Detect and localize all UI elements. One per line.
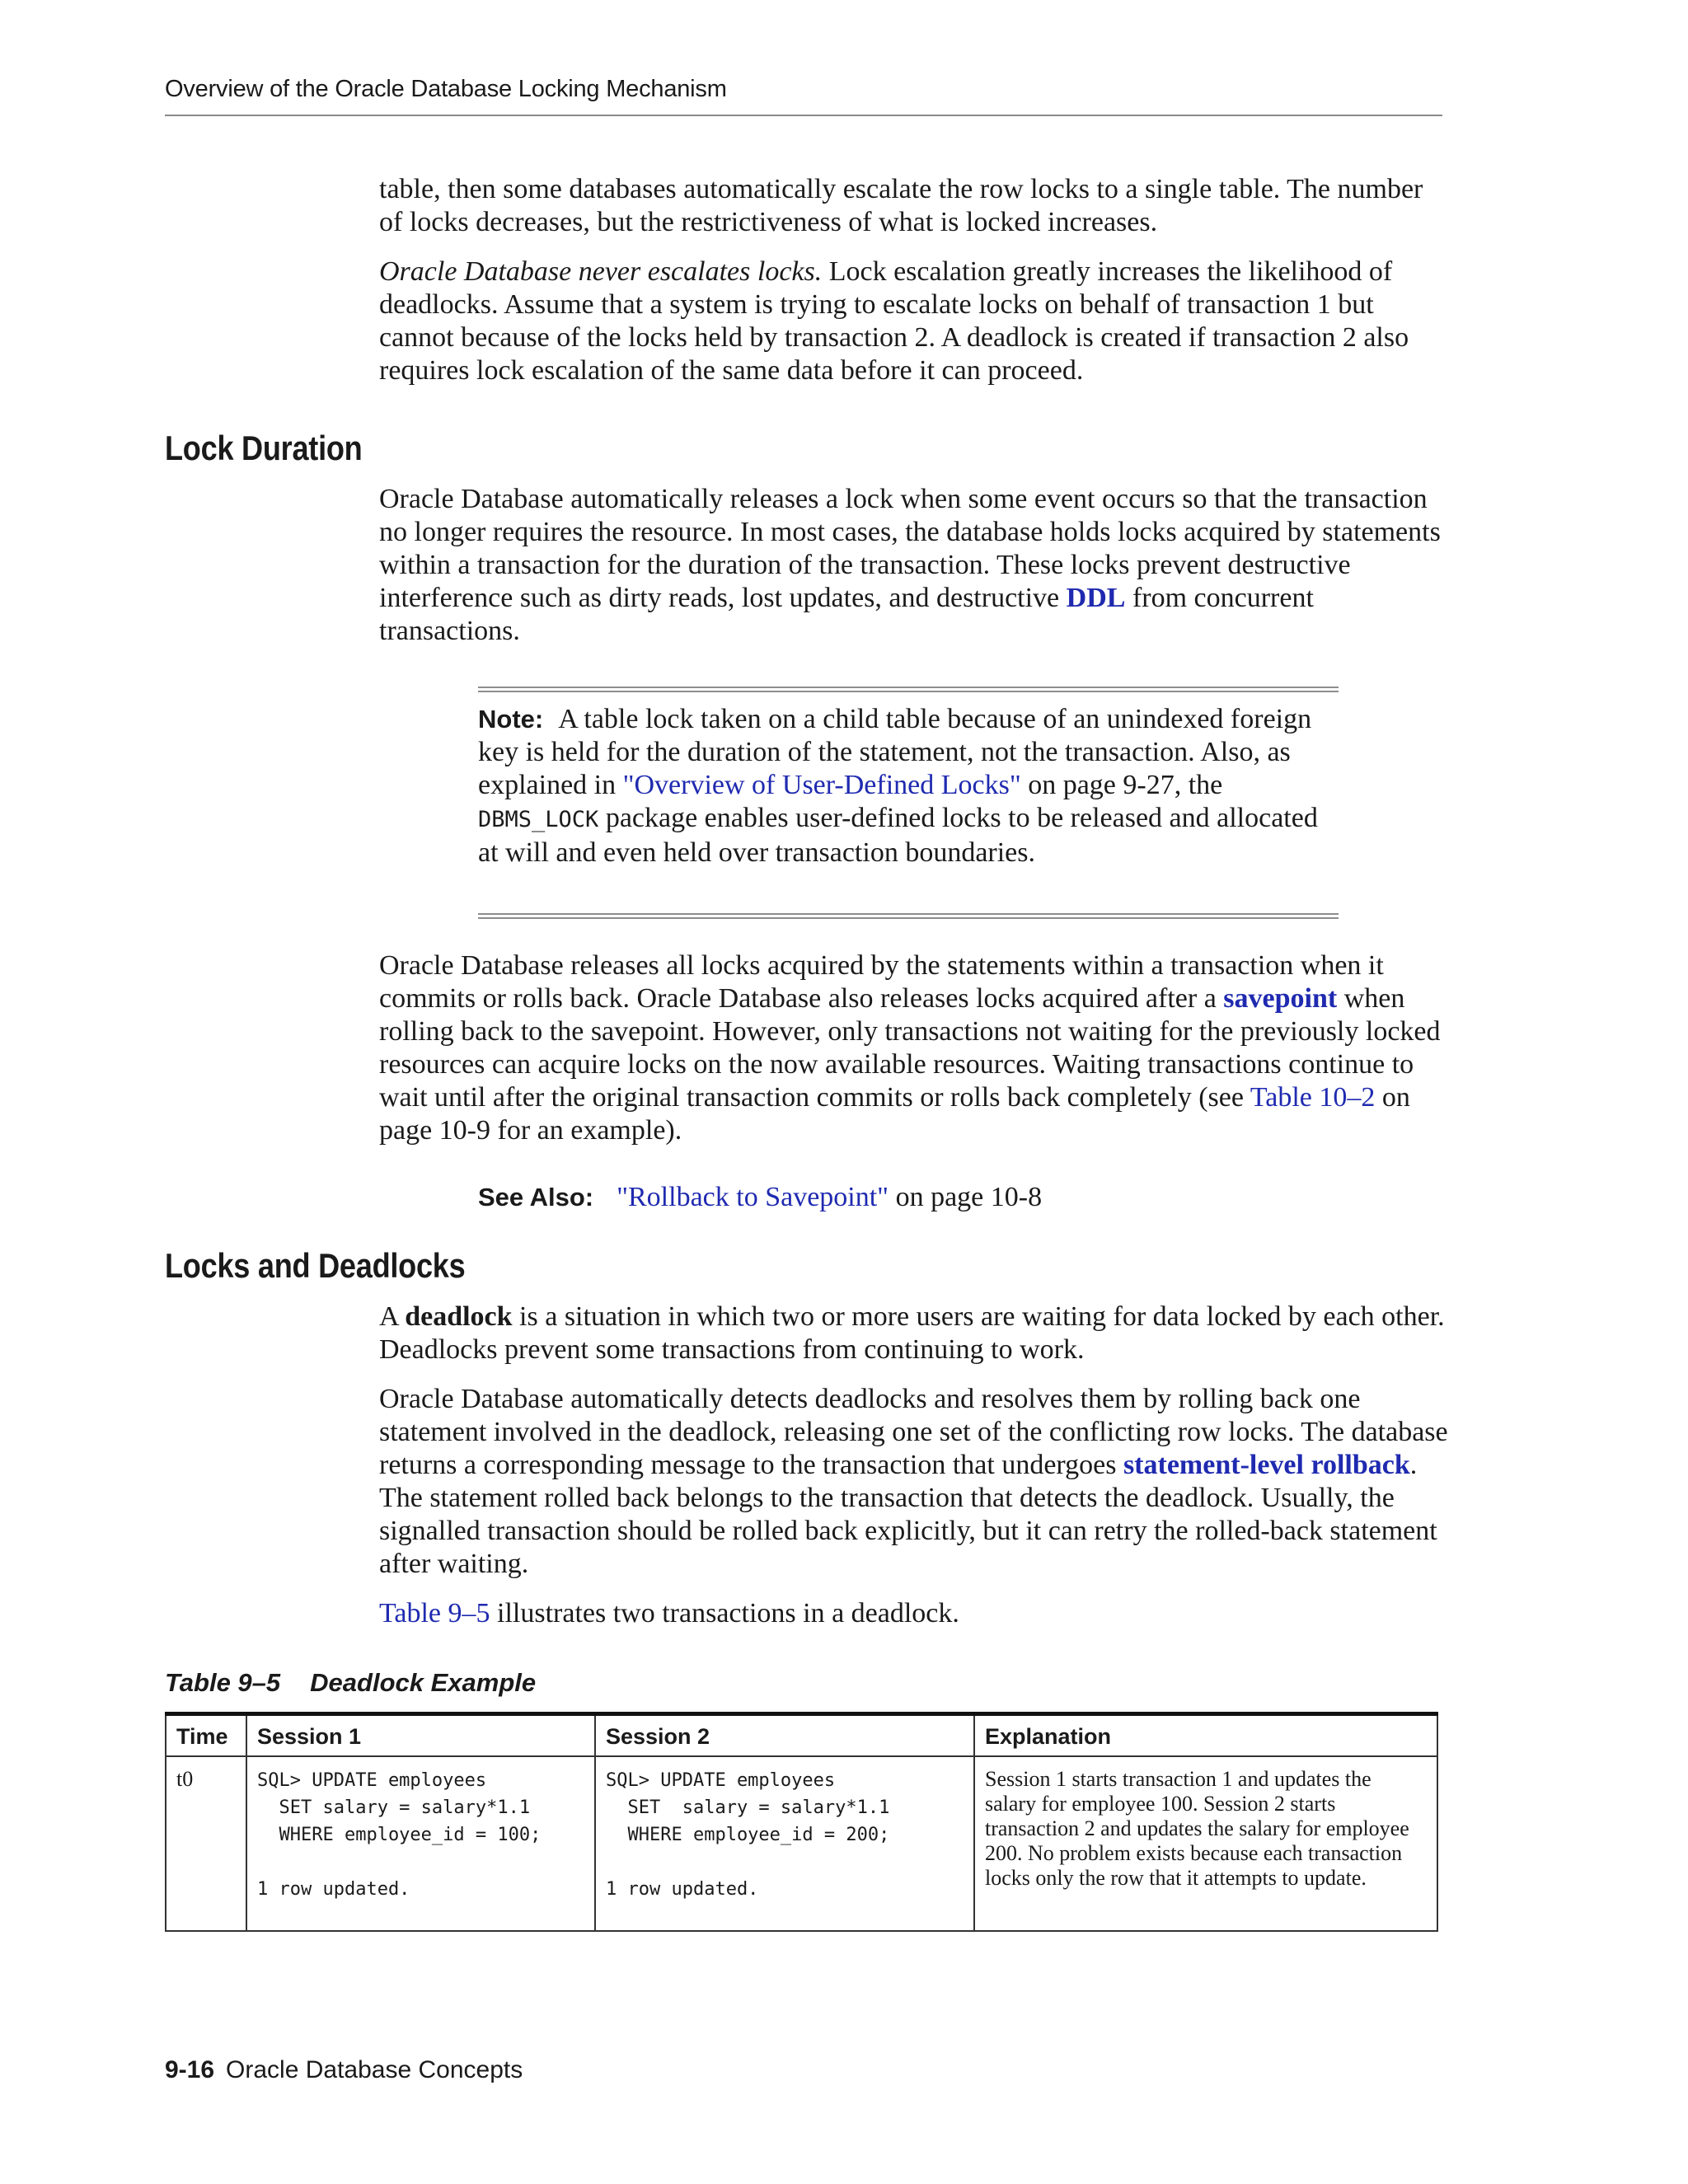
deadlocks-paragraph-3: Table 9–5 illustrates two transactions in a deadlock. <box>379 1598 959 1629</box>
see-also-label: See Also: <box>478 1183 594 1212</box>
user-defined-locks-link[interactable]: "Overview of User-Defined Locks" <box>622 770 1021 800</box>
running-header: Overview of the Oracle Database Locking Mechanism <box>165 76 727 102</box>
deadlock-example-table <box>165 1712 1438 1932</box>
statement-level-rollback-link[interactable]: statement-level rollback <box>1123 1450 1410 1480</box>
page-footer <box>165 2056 523 2084</box>
locks-and-deadlocks-heading: Locks and Deadlocks <box>165 1246 466 1285</box>
table-caption <box>165 1668 536 1698</box>
no-escalation-emphasis: Oracle Database never escalates locks. <box>379 256 823 287</box>
intro-paragraph-1: table, then some databases automatically escalate the row locks to a single table. The number of locks decreases, but the restrictiveness of what is locked increases. <box>379 174 1423 237</box>
lock-duration-heading: Lock Duration <box>165 429 363 467</box>
deadlocks-paragraph-1: A deadlock is a situation in which two or more users are waiting for data locked by each other. Deadlocks prevent some transactions from continuing to work. <box>379 1301 1445 1365</box>
table-caption-title: Deadlock Example <box>310 1668 537 1697</box>
table-10-2-link[interactable]: Table 10–2 <box>1250 1082 1376 1113</box>
table-9-5-link[interactable]: Table 9–5 <box>379 1598 490 1629</box>
column-header-explanation: Explanation <box>974 1714 1437 1757</box>
column-header-session-1: Session 1 <box>246 1714 595 1757</box>
deadlock-term: deadlock <box>405 1301 513 1332</box>
note-text: Note: A table lock taken on a child table because of an unindexed foreign key is held for the duration of the statement, not the transaction. Also, as explained in "Overview of User-Defined Locks" on page 9-27, the DBMS_LOCK package enables user-defined locks to be released and allocated at will and even held over transaction boundaries. <box>478 704 1318 868</box>
intro-paragraph-2: Oracle Database never escalates locks. Lock escalation greatly increases the likelihood of deadlocks. Assume that a system is trying to escalate locks on behalf of transaction 1 but cannot because of the locks held by transaction 2. A deadlock is created if transaction 2 also requires lock escalation of the same data before it can proceed. <box>379 256 1409 386</box>
lock-duration-paragraph-2: Oracle Database releases all locks acquired by the statements within a transaction when it commits or rolls back. Oracle Database also releases locks acquired after a savepoint when rolling back to the savepoint. However, only transactions not waiting for the previously locked resources can acquire locks on the now available resources. Waiting transactions continue to wait until after the original transaction commits or rolls back completely (see Table 10–2 on page 10-9 for an example). <box>379 950 1441 1146</box>
note-label: Note: <box>478 705 544 733</box>
header-rule <box>165 115 1442 116</box>
session-2-cell <box>595 1756 974 1931</box>
column-header-time: Time <box>166 1714 246 1757</box>
footer-page-number: 9-16 <box>165 2056 215 2083</box>
deadlocks-section <box>379 1301 1451 1630</box>
deadlocks-paragraph-2: Oracle Database automatically detects deadlocks and resolves them by rolling back one statement involved in the deadlock, releasing one set of the conflicting row locks. The database returns a corresponding message to the transaction that undergoes statement-level rollback. The statement rolled back belongs to the transaction that detects the deadlock. Usually, the signalled transaction should be rolled back explicitly, but it can retry the rolled-back statement after waiting. <box>379 1384 1448 1579</box>
savepoint-term-link[interactable]: savepoint <box>1223 983 1338 1014</box>
session-1-cell <box>246 1756 595 1931</box>
ddl-term-link[interactable]: DDL <box>1066 583 1126 613</box>
time-cell: t0 <box>166 1756 246 1931</box>
session-2-code: SQL> UPDATE employees SET salary = salary*1.1 WHERE employee_id = 200; 1 row updated. <box>606 1770 890 1900</box>
table-row <box>166 1756 1437 1931</box>
lock-duration-paragraph-1: Oracle Database automatically releases a lock when some event occurs so that the transaction no longer requires the resource. In most cases, the database holds locks acquired by statements within a transaction for the duration of the transaction. These locks prevent destructive interference such as dirty reads, lost updates, and destructive DDL from concurrent transactions. <box>379 484 1441 646</box>
see-also-note: See Also: "Rollback to Savepoint" on page 10-8 <box>478 1182 1043 1212</box>
footer-book-title: Oracle Database Concepts <box>226 2056 523 2083</box>
session-1-code: SQL> UPDATE employees SET salary = salary*1.1 WHERE employee_id = 100; 1 row updated. <box>257 1770 542 1900</box>
table-caption-number: Table 9–5 <box>165 1668 281 1697</box>
explanation-cell: Session 1 starts transaction 1 and updates the salary for employee 100. Session 2 starts transaction 2 and updates the salary for employee 200. No problem exists because each transaction locks only the row that it attempts to update. <box>974 1756 1437 1931</box>
note-top-rule <box>478 687 1339 692</box>
intro-section <box>379 173 1451 387</box>
note-bottom-rule <box>478 913 1339 919</box>
table-header-row <box>166 1714 1437 1757</box>
dbms-lock-code: DBMS_LOCK <box>478 807 599 832</box>
rollback-to-savepoint-link[interactable]: "Rollback to Savepoint" <box>617 1182 889 1212</box>
column-header-session-2: Session 2 <box>595 1714 974 1757</box>
note-box <box>478 687 1339 926</box>
